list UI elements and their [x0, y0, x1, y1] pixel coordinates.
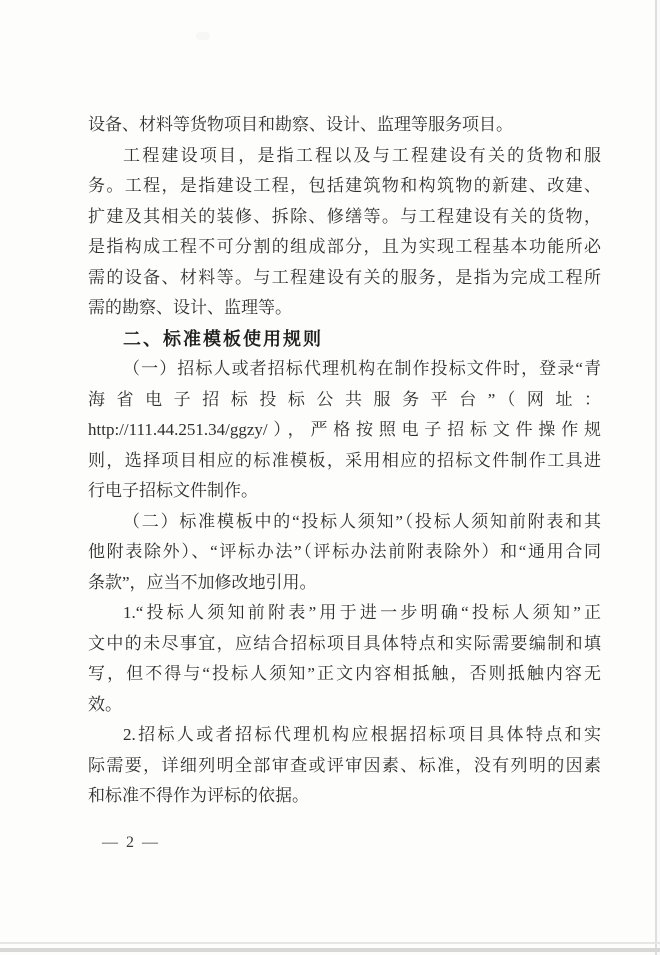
scan-bottom-edge-line — [0, 942, 660, 944]
paragraph-item-2-line-1: 2.招标人或者招标代理机构应根据招标项目具体特点和实 — [123, 725, 601, 744]
paragraph-item-2-line-2: 际需要，详细列明全部审查或评审因素、标准，没有列明的因素 — [88, 755, 601, 775]
paragraph-project-definition-line-1: 工程建设项目，是指工程以及与工程建设有关的货物和服 — [123, 145, 601, 165]
page-number: — 2 — — [102, 834, 160, 851]
document-body — [88, 110, 601, 812]
paragraph-item-1-line-1: 1.“投标人须知前附表”用于进一步明确“投标人须知”正 — [123, 603, 601, 622]
paragraph-rule-1-line-1: （一）招标人或者招标代理机构在制作投标文件时，登录“青 — [123, 359, 601, 378]
paragraph-item-1-line-2: 文中的未尽事宜，应结合招标项目具体特点和实际需要编制和填 — [88, 633, 601, 653]
paragraph-rule-1-line-2: 海省电子招标投标公共服务平台”（网址： — [88, 389, 601, 409]
paragraph-rule-1-line-3: http://111.44.251.34/ggzy/），严格按照电子招标文件操作规 — [88, 420, 601, 439]
paragraph-item-1-line-4: 效。 — [88, 694, 122, 714]
paragraph-rule-2-line-2: 他附表除外）、“评标办法”（评标办法前附表除外）和“通用合同 — [88, 542, 601, 561]
paragraph-project-definition-line-6: 需的勘察、设计、监理等。 — [88, 298, 292, 317]
paragraph-item-1-line-3: 写，但不得与“投标人须知”正文内容相抵触，否则抵触内容无 — [88, 664, 601, 683]
paragraph-project-definition-line-3: 扩建及其相关的装修、拆除、修缮等。与工程建设有关的货物， — [88, 206, 601, 226]
paragraph-item-2-line-3: 和标准不得作为评标的依据。 — [88, 786, 309, 805]
paragraph-project-definition-line-2: 务。工程，是指建设工程，包括建筑物和构筑物的新建、改建、 — [88, 176, 601, 195]
continuation-paragraph-line-1: 设备、材料等货物项目和勘察、设计、监理等服务项目。 — [88, 115, 513, 134]
paragraph-rule-1-line-4: 则，选择项目相应的标准模板，采用相应的招标文件制作工具进 — [88, 450, 601, 470]
paragraph-rule-2-line-3: 条款”，应当不加修改地引用。 — [88, 572, 317, 592]
section-heading-line-1: 二、标准模板使用规则 — [123, 328, 323, 349]
scan-smudge-artifact — [196, 32, 210, 40]
scan-right-edge-line — [655, 0, 657, 955]
paragraph-rule-2-line-1: （二）标准模板中的“投标人须知”（投标人须知前附表和其 — [123, 511, 601, 531]
scan-bottom-edge-band — [0, 948, 660, 952]
paragraph-project-definition-line-5: 需的设备、材料等。与工程建设有关的服务，是指为完成工程所 — [88, 267, 601, 287]
paragraph-project-definition-line-4: 是指构成工程不可分割的组成部分，且为实现工程基本功能所必 — [88, 237, 601, 256]
paragraph-rule-1-line-5: 行电子招标文件制作。 — [88, 481, 258, 500]
